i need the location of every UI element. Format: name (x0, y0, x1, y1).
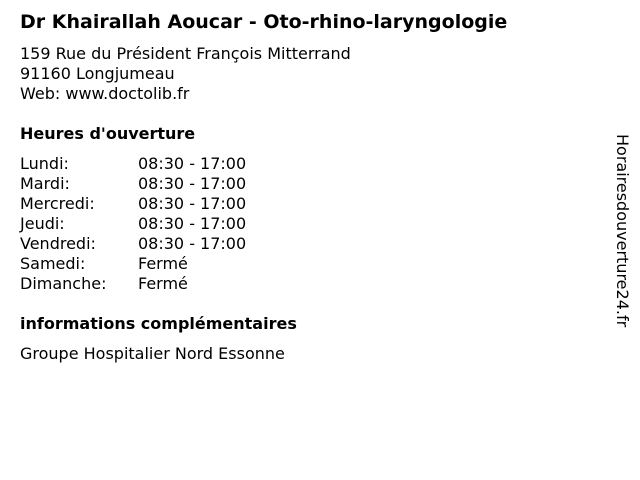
hours-row-saturday (20, 254, 246, 274)
city-postcode: 91160 Longjumeau (20, 64, 175, 83)
time-value: 08:30 - 17:00 (138, 234, 247, 253)
day-label: Jeudi: (20, 214, 65, 233)
time-value: 08:30 - 17:00 (138, 174, 247, 193)
day-label: Lundi: (20, 154, 69, 173)
site-watermark: Horairesdouverture24.fr (613, 134, 632, 328)
day-label: Mercredi: (20, 194, 95, 213)
time-value: Fermé (138, 274, 188, 293)
website-line: Web: www.doctolib.fr (20, 84, 190, 103)
day-label: Samedi: (20, 254, 86, 273)
hours-row-friday (20, 234, 246, 254)
opening-hours-table (20, 154, 246, 294)
info-heading: informations complémentaires (20, 314, 297, 333)
hours-row-sunday (20, 274, 246, 294)
hours-row-tuesday (20, 174, 246, 194)
info-text: Groupe Hospitalier Nord Essonne (20, 344, 285, 363)
day-label: Dimanche: (20, 274, 107, 293)
time-value: Fermé (138, 254, 188, 273)
time-value: 08:30 - 17:00 (138, 154, 247, 173)
time-value: 08:30 - 17:00 (138, 214, 247, 233)
page-title: Dr Khairallah Aoucar - Oto-rhino-laryngologie (20, 11, 508, 33)
day-label: Mardi: (20, 174, 70, 193)
time-value: 08:30 - 17:00 (138, 194, 247, 213)
hours-row-monday (20, 154, 246, 174)
street-address: 159 Rue du Président François Mitterrand (20, 44, 351, 63)
hours-row-thursday (20, 214, 246, 234)
hours-row-wednesday (20, 194, 246, 214)
address-block (20, 44, 351, 104)
hours-heading: Heures d'ouverture (20, 124, 196, 143)
day-label: Vendredi: (20, 234, 96, 253)
